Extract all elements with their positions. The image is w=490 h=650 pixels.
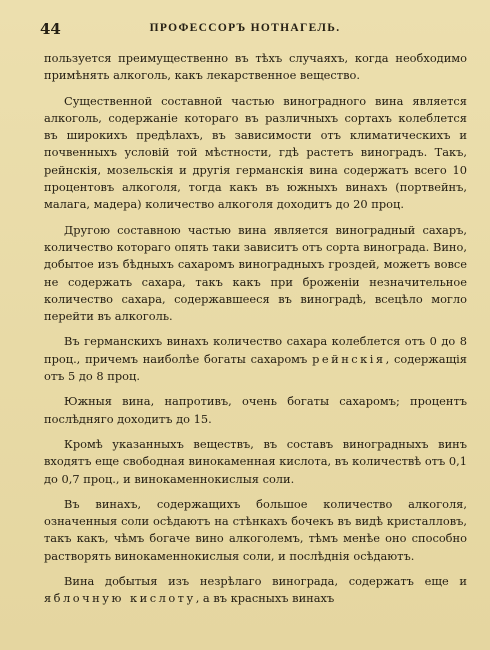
paragraph-8-spaced-phrase: яблочную кислоту xyxy=(44,591,196,606)
paragraph-4-text-before: Въ германскихъ винахъ количество сахара колеблется отъ 0 до 8 проц., причемъ наиболѣе богаты сахаромъ xyxy=(44,334,467,366)
body-text xyxy=(44,50,467,616)
page-number: 44 xyxy=(40,20,61,38)
paragraph-8-text-before: Вина добытыя изъ незрѣлаго винограда, содержатъ еще и xyxy=(64,574,467,589)
paragraph-4 xyxy=(44,333,467,385)
paragraph-3: Другою составною частью вина является виноградный сахаръ, количество котораго опять таки зависитъ отъ сорта винограда. Вино, добытое изъ бѣдныхъ сахаромъ виноградныхъ гроздей, можетъ вовсе не содержать сахара, такъ какъ при броженіи незначительное количество сахара, содержавшееся въ виноградѣ, всецѣло могло перейти въ алкоголь. xyxy=(44,222,467,324)
paragraph-4-text-after: , содержащія отъ 5 до 8 проц. xyxy=(44,351,467,384)
paragraph-5: Южныя вина, напротивъ, очень богаты сахаромъ; процентъ послѣдняго доходитъ до 15. xyxy=(44,394,467,426)
paragraph-4-spaced-word: рейнскія xyxy=(312,351,386,366)
paragraph-1: пользуется преимущественно въ тѣхъ случаяхъ, когда необходимо примѣнять алкоголь, какъ лекарственное вещество. xyxy=(44,51,467,83)
paragraph-6: Кромѣ указанныхъ веществъ, въ составъ виноградныхъ винъ входятъ еще свободная винокаменная кислота, въ количествѣ отъ 0,1 до 0,7 проц., и винокаменнокислыя соли. xyxy=(44,436,467,486)
paragraph-2: Существенной составной частью виноградного вина является алкоголь, содержаніе котораго въ различныхъ сортахъ колеблется въ широкихъ предѣлахъ, въ зависимости отъ климатическихъ и почвенныхъ условій той мѣстности, гдѣ растетъ виноградъ. Такъ, рейнскія, мозельскія и другія германскія вина содержатъ всего 10 процентовъ алкоголя, тогда какъ въ южныхъ винахъ (портвейнъ, малага, мадера) количество алкоголя доходитъ до 20 проц. xyxy=(44,93,467,212)
running-title: ПРОФЕССОРЪ НОТНАГЕЛЬ. xyxy=(149,22,341,34)
paragraph-7: Въ винахъ, содержащихъ большое количество алкоголя, означенныя соли осѣдаютъ на стѣнкахъ бочекъ въ видѣ кристалловъ, такъ какъ, чѣмъ богаче вино алкоголемъ, тѣмъ менѣе оно способно растворять винокаменнокислыя соли, и послѣднія осѣдаютъ. xyxy=(44,496,467,563)
running-header xyxy=(40,20,450,42)
paragraph-8 xyxy=(44,573,467,608)
paragraph-8-text-after: , а въ красныхъ винахъ xyxy=(195,591,335,606)
